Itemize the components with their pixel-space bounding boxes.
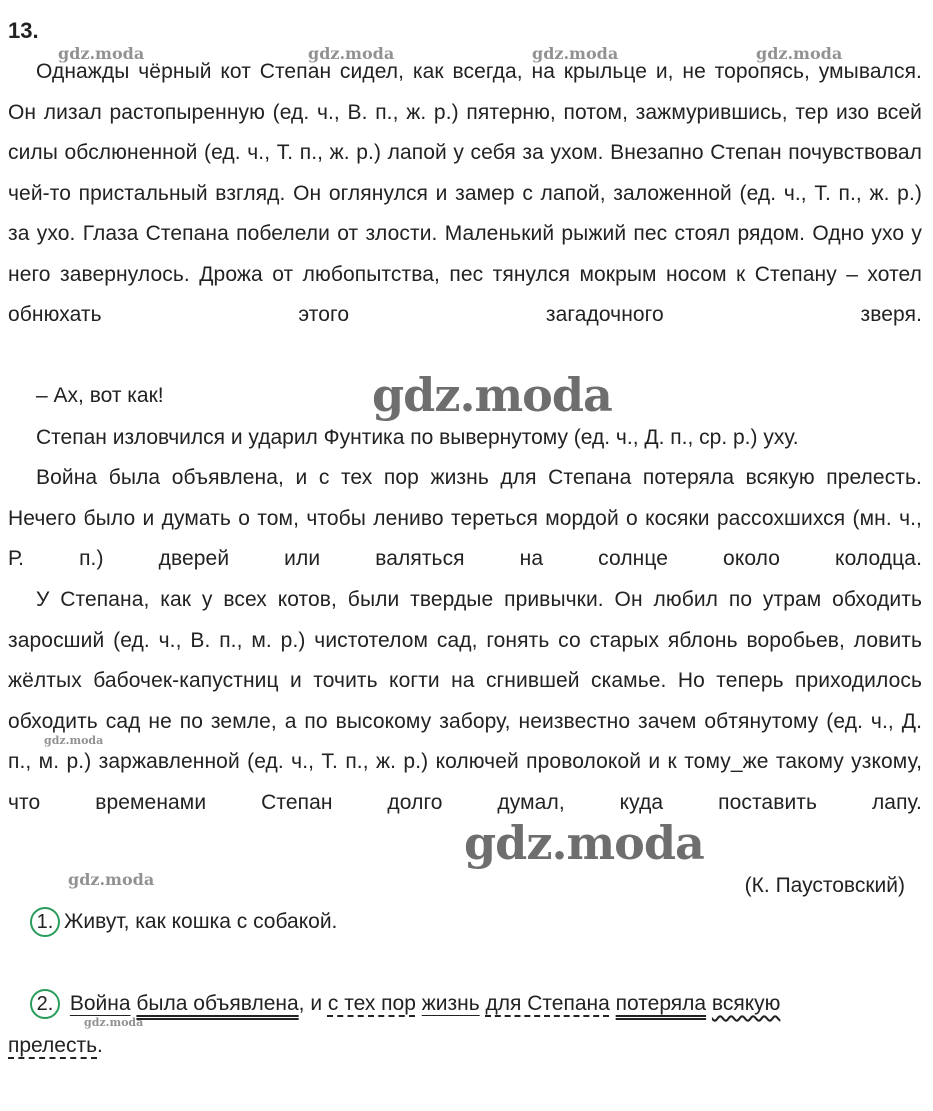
adverbial-underline: с тех пор xyxy=(327,992,416,1015)
attribute-underline: всякую xyxy=(711,992,781,1015)
watermark: gdz.moda xyxy=(532,44,619,63)
answer-1 xyxy=(30,902,337,943)
watermark: gdz.moda xyxy=(308,44,395,63)
period: . xyxy=(97,1034,103,1057)
answer-1-number: 1. xyxy=(30,907,60,937)
watermark-large: gdz.moda xyxy=(464,816,704,870)
author-attribution: (К. Паустовский) xyxy=(744,874,905,897)
subject-underline: Война xyxy=(69,992,131,1015)
answer-2-number: 2. xyxy=(30,989,60,1019)
comma-text: , и xyxy=(298,992,328,1015)
object-underline: для Степана xyxy=(485,992,610,1015)
paragraph-4: Война была объявлена, и с тех пор жизнь для Степана потеряла всякую прелесть. Нечего было и думать о том, чтобы лениво тереться мордой о косяки рассохшихся (мн. ч., Р. п.) дверей или валяться на солнце около колодца. xyxy=(8,466,922,570)
watermark-large: gdz.moda xyxy=(372,368,612,422)
paragraph-1: Однажды чёрный кот Степан сидел, как всегда, на крыльце и, не торопясь, умывался. Он лизал растопыренную (ед. ч., В. п., ж. р.) пятерню, потом, зажмурившись, тер изо всей силы обслюненной (ед. ч., Т. п., ж. р.) лапой у себя за ухом. Внезапно Степан почувствовал чей-то пристальный взгляд. Он оглянулся и замер с лапой, заложенной (ед. ч., Т. п., ж. р.) за ухо. Глаза Степана побелели от злости. Маленький рыжий пес стоял рядом. Одно ухо у него завернулось. Дрожа от любопытства, пес тянулся мокрым носом к Степану – хотел обнюхать этого загадочного зверя. xyxy=(8,60,922,326)
subject-underline-2: жизнь xyxy=(421,992,480,1015)
watermark: gdz.moda xyxy=(756,44,843,63)
paragraph-3: Степан изловчился и ударил Фунтика по вывернутому (ед. ч., Д. п., ср. р.) уху. xyxy=(36,426,799,449)
answer-2 xyxy=(30,984,922,1025)
paragraph-2: – Ах, вот как! xyxy=(36,384,164,407)
watermark: gdz.moda xyxy=(44,734,104,747)
watermark: gdz.moda xyxy=(84,1016,144,1029)
predicate-underline: была объявлена xyxy=(136,992,299,1015)
answer-1-text: Живут, как кошка с собакой. xyxy=(64,910,338,933)
predicate-underline-2: потеряла xyxy=(615,992,707,1015)
object-underline-2: прелесть xyxy=(8,1034,98,1057)
exercise-number: 13. xyxy=(8,18,39,43)
watermark: gdz.moda xyxy=(58,44,145,63)
paragraph-5: У Степана, как у всех котов, были твердые привычки. Он любил по утрам обходить заросший (ед. ч., В. п., м. р.) чистотелом сад, гонять со старых яблонь воробьев, ловить жёлтых бабочек-капустниц и точить когти на сгнившей скамье. Но теперь приходилось обходить сад не по земле, а по высокому забору, неизвестно зачем обтянутому (ед. ч., Д. п., м. р.) заржавленной (ед. ч., Т. п., ж. р.) колючей проволокой и к тому_же такому узкому, что временами Степан долго думал, куда поставить лапу. xyxy=(8,588,922,814)
answer-2-continuation xyxy=(8,1026,103,1067)
watermark: gdz.moda xyxy=(68,870,155,889)
